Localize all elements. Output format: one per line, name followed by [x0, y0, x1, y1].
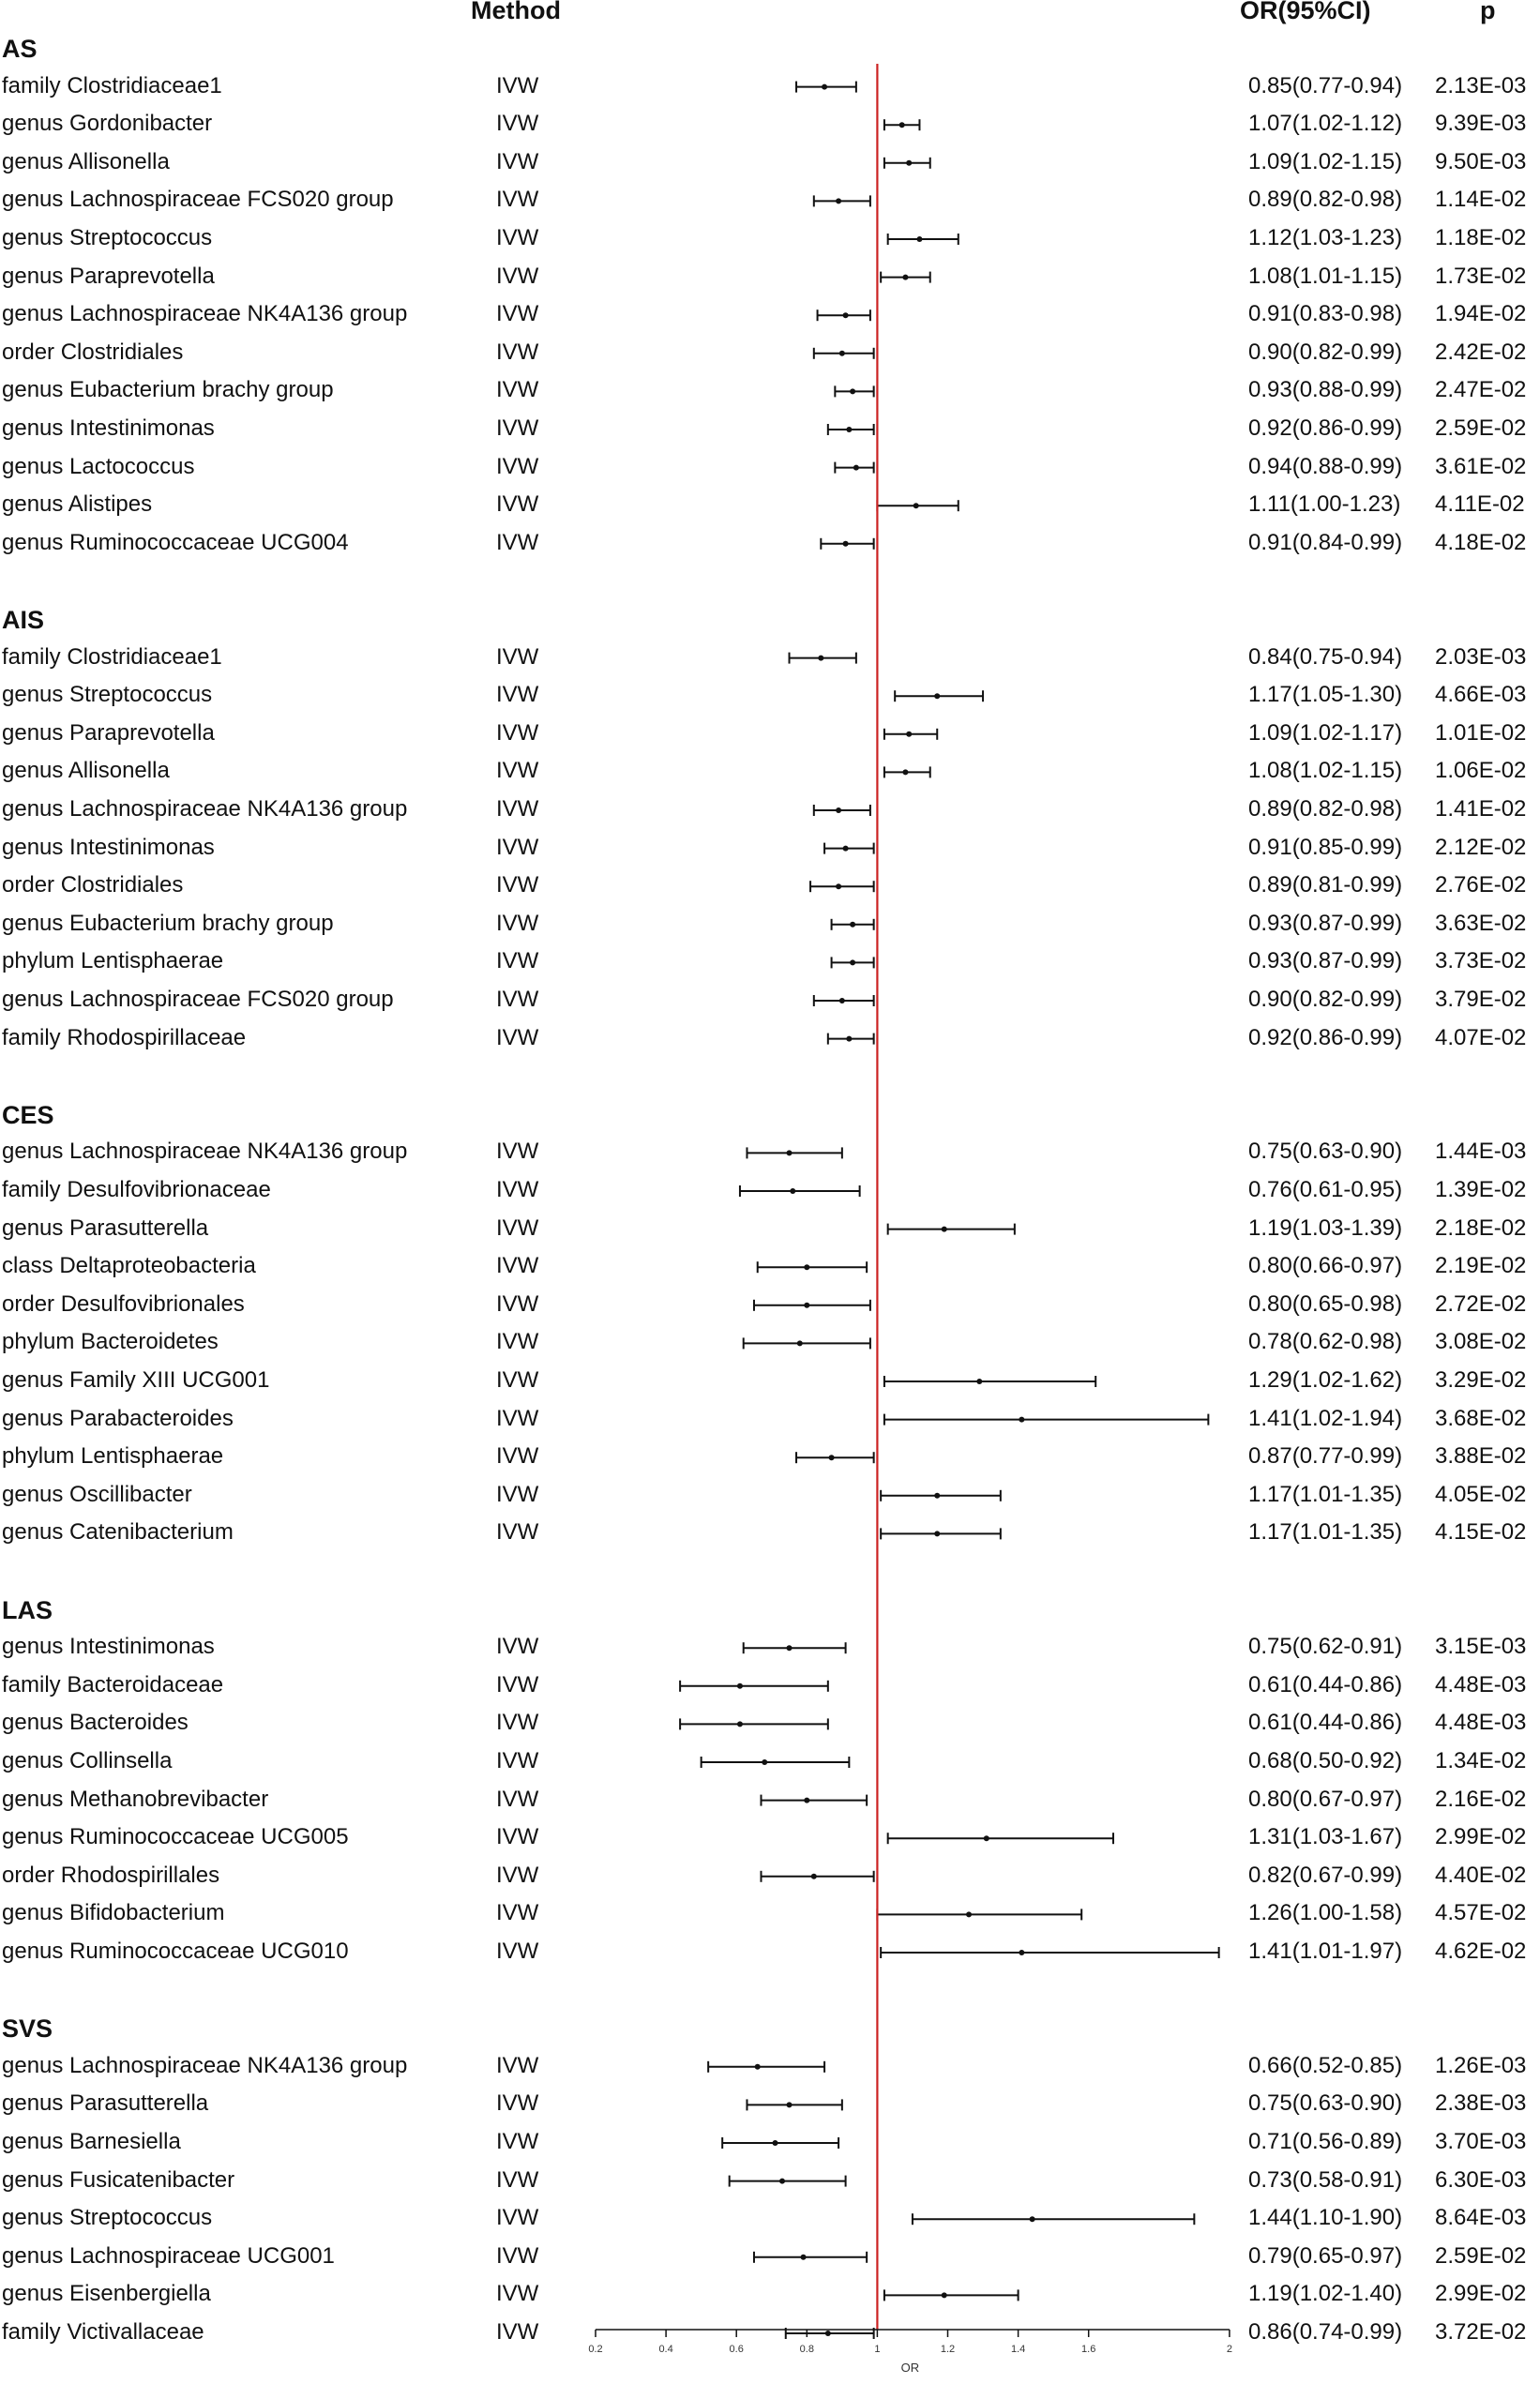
row-p-value: 2.47E-02 — [1435, 377, 1527, 403]
row-method: IVW — [496, 111, 539, 137]
row-or-ci: 1.09(1.02-1.15) — [1248, 148, 1403, 174]
row-or-ci: 1.26(1.00-1.58) — [1248, 1900, 1403, 1926]
row-or-ci: 0.66(0.52-0.85) — [1248, 2052, 1403, 2078]
row-label: genus Intestinimonas — [2, 415, 215, 441]
row-method: IVW — [496, 1634, 539, 1660]
row-label: genus Bifidobacterium — [2, 1900, 225, 1926]
row-or-ci: 1.29(1.02-1.62) — [1248, 1367, 1403, 1393]
row-p-value: 2.99E-02 — [1435, 1824, 1527, 1850]
row-label: family Victivallaceae — [2, 2319, 204, 2345]
row-label: genus Lachnospiraceae NK4A136 group — [2, 2052, 408, 2078]
header-p: p — [1480, 0, 1496, 24]
row-or-ci: 0.61(0.44-0.86) — [1248, 1671, 1403, 1697]
group-label-las: LAS — [2, 1595, 53, 1624]
row-p-value: 3.61E-02 — [1435, 453, 1527, 479]
or-point — [787, 2102, 793, 2107]
row-p-value: 4.48E-03 — [1435, 1710, 1527, 1736]
row-or-ci: 1.09(1.02-1.17) — [1248, 719, 1403, 746]
header-or: OR(95%CI) — [1240, 0, 1371, 24]
row-method: IVW — [496, 415, 539, 441]
row-p-value: 6.30E-03 — [1435, 2166, 1527, 2193]
or-point — [966, 1911, 972, 1917]
row-method: IVW — [496, 491, 539, 518]
row-method: IVW — [496, 72, 539, 98]
row-p-value: 3.15E-03 — [1435, 1634, 1527, 1660]
row-p-value: 2.59E-02 — [1435, 2242, 1527, 2269]
row-method: IVW — [496, 301, 539, 327]
row-p-value: 3.63E-02 — [1435, 910, 1527, 936]
row-method: IVW — [496, 187, 539, 213]
row-method: IVW — [496, 2319, 539, 2345]
x-tick-label: 1.4 — [1010, 2344, 1026, 2355]
or-point — [984, 1835, 989, 1841]
or-point — [836, 883, 841, 889]
row-method: IVW — [496, 948, 539, 974]
row-or-ci: 1.44(1.10-1.90) — [1248, 2205, 1403, 2231]
row-or-ci: 1.41(1.01-1.97) — [1248, 1939, 1403, 1964]
row-method: IVW — [496, 263, 539, 289]
row-label: genus Streptococcus — [2, 682, 213, 708]
row-or-ci: 1.08(1.02-1.15) — [1248, 758, 1403, 784]
row-label: order Rhodospirillales — [2, 1862, 220, 1888]
or-point — [843, 846, 849, 852]
row-method: IVW — [496, 339, 539, 365]
or-point — [804, 1303, 809, 1308]
row-or-ci: 0.71(0.56-0.89) — [1248, 2129, 1403, 2154]
row-or-ci: 1.17(1.01-1.35) — [1248, 1519, 1403, 1546]
or-point — [836, 807, 841, 813]
or-point — [779, 2179, 785, 2184]
x-tick-label: 0.8 — [799, 2344, 814, 2355]
row-or-ci: 0.78(0.62-0.98) — [1248, 1329, 1403, 1355]
row-method: IVW — [496, 225, 539, 250]
row-method: IVW — [496, 2166, 539, 2193]
row-label: genus Allisonella — [2, 758, 170, 784]
row-label: genus Eubacterium brachy group — [2, 377, 334, 403]
row-p-value: 3.29E-02 — [1435, 1367, 1527, 1393]
row-p-value: 3.70E-03 — [1435, 2129, 1527, 2154]
row-label: genus Lachnospiraceae FCS020 group — [2, 987, 394, 1012]
row-method: IVW — [496, 1481, 539, 1507]
row-p-value: 4.57E-02 — [1435, 1900, 1527, 1926]
row-label: genus Oscillibacter — [2, 1481, 192, 1507]
or-point — [1019, 1950, 1024, 1955]
header-method: Method — [471, 0, 561, 24]
row-p-value: 1.01E-02 — [1435, 719, 1527, 746]
row-label: genus Lactococcus — [2, 453, 195, 479]
row-or-ci: 1.11(1.00-1.23) — [1248, 491, 1401, 518]
row-or-ci: 0.94(0.88-0.99) — [1248, 453, 1403, 479]
or-point — [850, 922, 855, 928]
row-label: genus Intestinimonas — [2, 1634, 215, 1660]
row-method: IVW — [496, 1367, 539, 1393]
row-or-ci: 0.80(0.65-0.98) — [1248, 1290, 1403, 1317]
row-or-ci: 0.86(0.74-0.99) — [1248, 2319, 1403, 2345]
or-point — [906, 732, 912, 737]
x-tick-label: 1 — [874, 2344, 881, 2355]
row-method: IVW — [496, 1939, 539, 1964]
or-point — [762, 1759, 767, 1765]
row-method: IVW — [496, 1710, 539, 1736]
or-point — [737, 1683, 743, 1689]
row-p-value: 8.64E-03 — [1435, 2205, 1527, 2231]
row-label: genus Bacteroides — [2, 1710, 189, 1736]
or-point — [846, 427, 852, 432]
row-label: genus Lachnospiraceae FCS020 group — [2, 187, 394, 213]
or-point — [843, 541, 849, 547]
row-label: genus Intestinimonas — [2, 834, 215, 860]
row-or-ci: 0.82(0.67-0.99) — [1248, 1862, 1403, 1888]
row-or-ci: 1.12(1.03-1.23) — [1248, 225, 1403, 250]
row-label: family Rhodospirillaceae — [2, 1024, 247, 1050]
row-label: class Deltaproteobacteria — [2, 1253, 256, 1279]
row-p-value: 3.72E-02 — [1435, 2319, 1527, 2345]
row-method: IVW — [496, 453, 539, 479]
x-tick-label: 2 — [1226, 2344, 1232, 2355]
row-p-value: 4.48E-03 — [1435, 1671, 1527, 1697]
group-label-svs: SVS — [2, 2014, 53, 2044]
row-method: IVW — [496, 682, 539, 708]
row-p-value: 1.26E-03 — [1435, 2052, 1527, 2078]
row-label: genus Allisonella — [2, 148, 170, 174]
row-p-value: 2.76E-02 — [1435, 872, 1527, 898]
row-label: genus Parabacteroides — [2, 1405, 234, 1431]
row-or-ci: 1.17(1.05-1.30) — [1248, 682, 1403, 708]
group-label-ais: AIS — [2, 606, 45, 634]
row-method: IVW — [496, 834, 539, 860]
row-or-ci: 0.93(0.87-0.99) — [1248, 910, 1403, 936]
row-p-value: 3.79E-02 — [1435, 987, 1527, 1012]
or-point — [737, 1721, 743, 1727]
row-method: IVW — [496, 1786, 539, 1812]
group-label-ces: CES — [2, 1100, 54, 1129]
row-method: IVW — [496, 1824, 539, 1850]
row-method: IVW — [496, 1405, 539, 1431]
x-tick-label: 1.6 — [1081, 2344, 1096, 2355]
or-point — [899, 122, 905, 128]
row-or-ci: 0.93(0.87-0.99) — [1248, 948, 1403, 974]
row-or-ci: 0.79(0.65-0.97) — [1248, 2242, 1403, 2269]
row-p-value: 1.94E-02 — [1435, 301, 1527, 327]
row-label: genus Streptococcus — [2, 225, 213, 250]
row-label: genus Collinsella — [2, 1748, 173, 1773]
row-method: IVW — [496, 1290, 539, 1317]
x-tick-label: 1.2 — [940, 2344, 956, 2355]
row-or-ci: 1.08(1.01-1.15) — [1248, 263, 1403, 289]
or-point — [913, 503, 919, 508]
or-point — [787, 1645, 793, 1651]
or-point — [976, 1379, 982, 1384]
row-p-value: 4.66E-03 — [1435, 682, 1527, 708]
row-p-value: 4.18E-02 — [1435, 529, 1527, 555]
or-point — [942, 2292, 947, 2298]
row-method: IVW — [496, 2242, 539, 2269]
row-p-value: 1.34E-02 — [1435, 1748, 1527, 1773]
row-method: IVW — [496, 1329, 539, 1355]
row-or-ci: 0.80(0.66-0.97) — [1248, 1253, 1403, 1279]
or-point — [846, 1036, 852, 1042]
row-or-ci: 1.17(1.01-1.35) — [1248, 1481, 1403, 1507]
group-label-as: AS — [2, 35, 38, 63]
row-method: IVW — [496, 1900, 539, 1926]
row-label: order Clostridiales — [2, 339, 184, 365]
row-p-value: 1.14E-02 — [1435, 187, 1527, 213]
row-label: genus Methanobrevibacter — [2, 1786, 269, 1812]
or-point — [934, 693, 940, 699]
or-point — [825, 2331, 831, 2336]
row-or-ci: 0.91(0.85-0.99) — [1248, 834, 1403, 860]
row-or-ci: 0.91(0.84-0.99) — [1248, 529, 1403, 555]
row-or-ci: 0.92(0.86-0.99) — [1248, 415, 1403, 441]
row-p-value: 1.18E-02 — [1435, 225, 1527, 250]
row-label: genus Parasutterella — [2, 2090, 209, 2117]
row-label: genus Parasutterella — [2, 1215, 209, 1241]
row-p-value: 4.62E-02 — [1435, 1939, 1527, 1964]
x-tick-label: 0.4 — [658, 2344, 673, 2355]
row-label: genus Fusicatenibacter — [2, 2166, 235, 2193]
or-point — [755, 2064, 761, 2070]
row-label: family Clostridiaceae1 — [2, 72, 222, 98]
row-or-ci: 0.91(0.83-0.98) — [1248, 301, 1403, 327]
row-p-value: 4.05E-02 — [1435, 1481, 1527, 1507]
or-point — [1019, 1417, 1024, 1423]
row-or-ci: 0.73(0.58-0.91) — [1248, 2166, 1403, 2193]
row-or-ci: 0.75(0.62-0.91) — [1248, 1634, 1403, 1660]
row-p-value: 9.39E-03 — [1435, 111, 1527, 137]
or-point — [818, 656, 823, 661]
row-or-ci: 0.89(0.82-0.98) — [1248, 187, 1403, 213]
row-label: family Desulfovibrionaceae — [2, 1177, 271, 1202]
row-method: IVW — [496, 2090, 539, 2117]
row-label: order Clostridiales — [2, 872, 184, 898]
or-point — [942, 1227, 947, 1232]
row-p-value: 2.38E-03 — [1435, 2090, 1527, 2117]
or-point — [902, 769, 908, 775]
row-label: genus Paraprevotella — [2, 263, 215, 289]
row-p-value: 4.11E-02 — [1435, 491, 1525, 518]
row-or-ci: 0.76(0.61-0.95) — [1248, 1177, 1403, 1202]
row-p-value: 4.40E-02 — [1435, 1862, 1527, 1888]
or-point — [916, 236, 922, 242]
row-method: IVW — [496, 2281, 539, 2307]
or-point — [790, 1188, 795, 1194]
row-or-ci: 0.61(0.44-0.86) — [1248, 1710, 1403, 1736]
or-point — [822, 84, 827, 90]
row-method: IVW — [496, 1519, 539, 1546]
row-p-value: 2.12E-02 — [1435, 834, 1527, 860]
or-point — [853, 465, 859, 471]
row-label: genus Streptococcus — [2, 2205, 213, 2231]
row-p-value: 2.59E-02 — [1435, 415, 1527, 441]
row-or-ci: 0.87(0.77-0.99) — [1248, 1443, 1403, 1470]
or-point — [829, 1455, 835, 1460]
row-label: phylum Lentisphaerae — [2, 948, 224, 974]
row-or-ci: 0.89(0.81-0.99) — [1248, 872, 1403, 898]
row-label: family Bacteroidaceae — [2, 1671, 224, 1697]
row-method: IVW — [496, 872, 539, 898]
row-method: IVW — [496, 1443, 539, 1470]
row-label: genus Lachnospiraceae UCG001 — [2, 2242, 335, 2269]
or-point — [850, 388, 855, 394]
row-or-ci: 0.90(0.82-0.99) — [1248, 987, 1403, 1012]
row-p-value: 2.72E-02 — [1435, 1290, 1527, 1317]
row-method: IVW — [496, 1671, 539, 1697]
row-label: genus Family XIII UCG001 — [2, 1367, 270, 1393]
row-p-value: 1.39E-02 — [1435, 1177, 1527, 1202]
row-method: IVW — [496, 1139, 539, 1165]
row-label: genus Barnesiella — [2, 2129, 181, 2154]
row-p-value: 2.03E-03 — [1435, 643, 1527, 670]
row-p-value: 2.18E-02 — [1435, 1215, 1527, 1241]
row-method: IVW — [496, 987, 539, 1012]
or-point — [801, 2255, 807, 2260]
row-p-value: 4.15E-02 — [1435, 1519, 1527, 1546]
row-p-value: 4.07E-02 — [1435, 1024, 1527, 1050]
row-method: IVW — [496, 796, 539, 822]
row-p-value: 2.16E-02 — [1435, 1786, 1527, 1812]
row-or-ci: 1.07(1.02-1.12) — [1248, 111, 1403, 137]
or-point — [804, 1264, 809, 1270]
row-p-value: 9.50E-03 — [1435, 148, 1527, 174]
row-or-ci: 0.75(0.63-0.90) — [1248, 1139, 1403, 1165]
row-label: order Desulfovibrionales — [2, 1290, 245, 1317]
row-or-ci: 0.93(0.88-0.99) — [1248, 377, 1403, 403]
row-label: genus Lachnospiraceae NK4A136 group — [2, 301, 408, 327]
row-label: genus Gordonibacter — [2, 111, 213, 137]
row-or-ci: 1.31(1.03-1.67) — [1248, 1824, 1403, 1850]
x-axis-label: OR — [900, 2361, 920, 2375]
row-label: family Clostridiaceae1 — [2, 643, 222, 670]
row-label: genus Eubacterium brachy group — [2, 910, 334, 936]
row-label: genus Ruminococcaceae UCG010 — [2, 1939, 349, 1964]
row-label: genus Catenibacterium — [2, 1519, 234, 1546]
or-point — [797, 1340, 803, 1346]
row-p-value: 3.88E-02 — [1435, 1443, 1527, 1470]
row-method: IVW — [496, 529, 539, 555]
or-point — [934, 1493, 940, 1499]
row-or-ci: 0.80(0.67-0.97) — [1248, 1786, 1403, 1812]
row-label: genus Ruminococcaceae UCG005 — [2, 1824, 349, 1850]
or-point — [787, 1150, 793, 1155]
row-method: IVW — [496, 643, 539, 670]
row-or-ci: 0.84(0.75-0.94) — [1248, 643, 1403, 670]
or-point — [906, 160, 912, 166]
row-or-ci: 1.19(1.02-1.40) — [1248, 2281, 1403, 2307]
or-point — [773, 2140, 778, 2146]
row-method: IVW — [496, 1748, 539, 1773]
or-point — [804, 1798, 809, 1803]
row-or-ci: 0.75(0.63-0.90) — [1248, 2090, 1403, 2117]
row-method: IVW — [496, 2205, 539, 2231]
x-tick-label: 0.6 — [729, 2344, 744, 2355]
row-or-ci: 0.68(0.50-0.92) — [1248, 1748, 1403, 1773]
row-or-ci: 0.85(0.77-0.94) — [1248, 72, 1403, 98]
row-or-ci: 1.41(1.02-1.94) — [1248, 1405, 1403, 1431]
row-p-value: 1.06E-02 — [1435, 758, 1527, 784]
or-point — [811, 1874, 817, 1879]
row-or-ci: 1.19(1.03-1.39) — [1248, 1215, 1403, 1241]
row-p-value: 1.44E-03 — [1435, 1139, 1527, 1165]
row-label: genus Lachnospiraceae NK4A136 group — [2, 1139, 408, 1165]
row-label: phylum Lentisphaerae — [2, 1443, 224, 1470]
row-label: genus Lachnospiraceae NK4A136 group — [2, 796, 408, 822]
row-method: IVW — [496, 2129, 539, 2154]
row-label: phylum Bacteroidetes — [2, 1329, 219, 1355]
row-p-value: 1.41E-02 — [1435, 796, 1527, 822]
or-point — [934, 1531, 940, 1536]
row-method: IVW — [496, 1177, 539, 1202]
row-or-ci: 0.92(0.86-0.99) — [1248, 1024, 1403, 1050]
or-point — [1030, 2216, 1035, 2222]
row-method: IVW — [496, 1215, 539, 1241]
row-p-value: 3.68E-02 — [1435, 1405, 1527, 1431]
or-point — [839, 998, 845, 1003]
row-p-value: 1.73E-02 — [1435, 263, 1527, 289]
or-point — [836, 198, 841, 204]
row-method: IVW — [496, 148, 539, 174]
row-or-ci: 0.90(0.82-0.99) — [1248, 339, 1403, 365]
row-method: IVW — [496, 2052, 539, 2078]
or-point — [902, 275, 908, 280]
row-method: IVW — [496, 377, 539, 403]
row-method: IVW — [496, 1253, 539, 1279]
row-p-value: 3.73E-02 — [1435, 948, 1527, 974]
row-label: genus Paraprevotella — [2, 719, 215, 746]
row-label: genus Alistipes — [2, 491, 153, 518]
row-p-value: 2.42E-02 — [1435, 339, 1527, 365]
row-or-ci: 0.89(0.82-0.98) — [1248, 796, 1403, 822]
or-point — [843, 312, 849, 318]
row-label: genus Ruminococcaceae UCG004 — [2, 529, 349, 555]
row-p-value: 2.99E-02 — [1435, 2281, 1527, 2307]
row-p-value: 3.08E-02 — [1435, 1329, 1527, 1355]
row-method: IVW — [496, 910, 539, 936]
row-method: IVW — [496, 1862, 539, 1888]
row-method: IVW — [496, 1024, 539, 1050]
row-p-value: 2.13E-03 — [1435, 72, 1527, 98]
or-point — [850, 959, 855, 965]
row-label: genus Eisenbergiella — [2, 2281, 211, 2307]
row-method: IVW — [496, 758, 539, 784]
x-tick-label: 0.2 — [588, 2344, 603, 2355]
row-p-value: 2.19E-02 — [1435, 1253, 1527, 1279]
or-point — [839, 351, 845, 356]
row-method: IVW — [496, 719, 539, 746]
